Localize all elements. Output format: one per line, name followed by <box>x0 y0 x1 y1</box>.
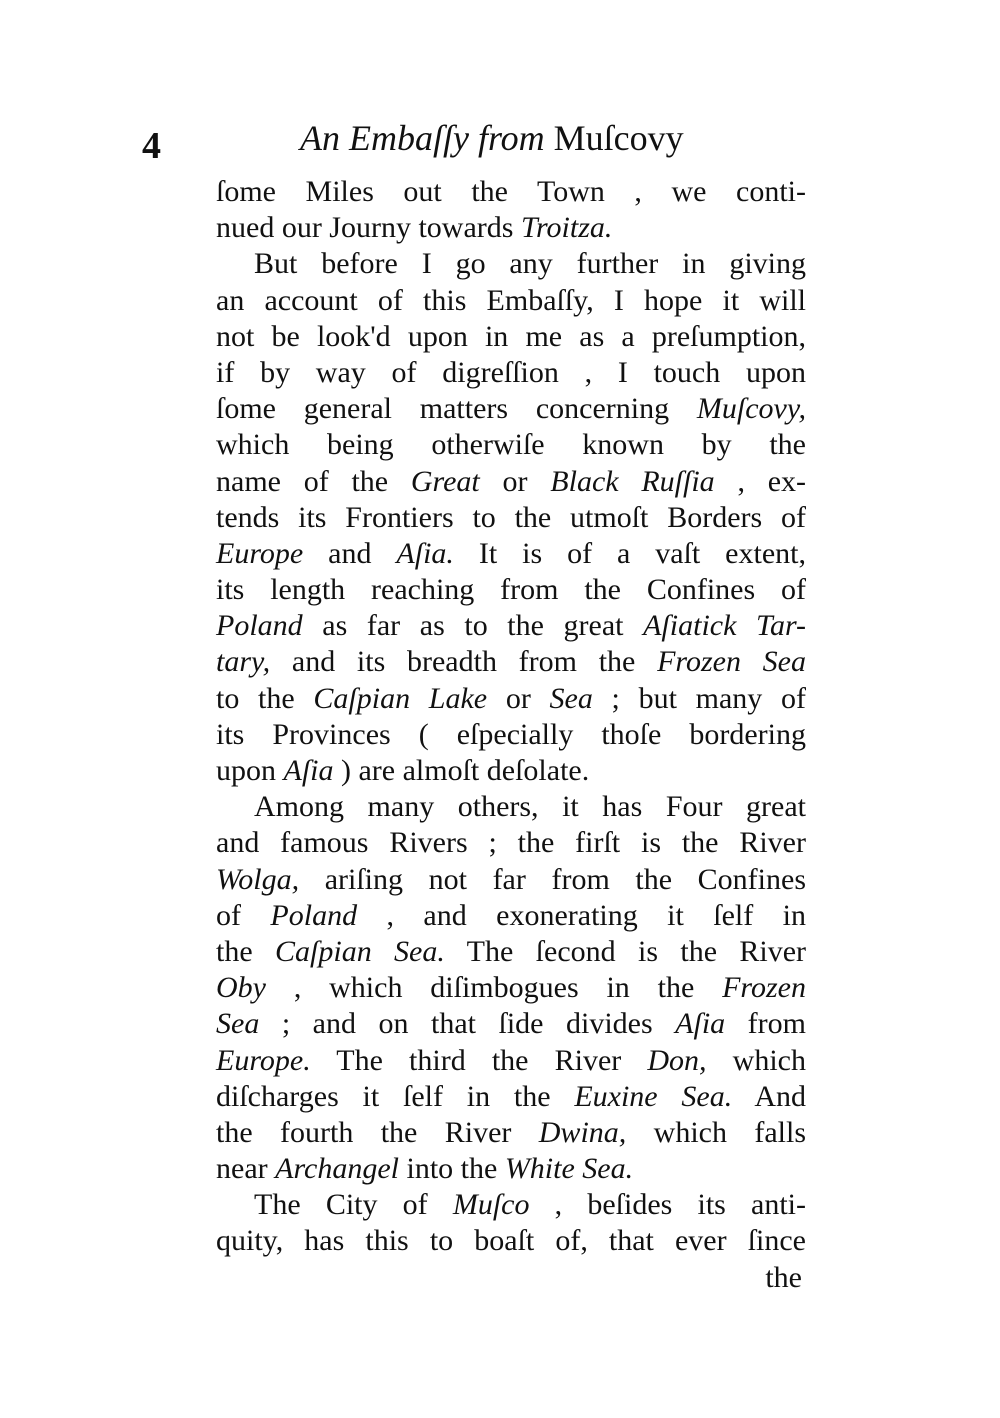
running-head-italic: An Embaſſy from <box>300 118 554 158</box>
text-line <box>216 1151 806 1187</box>
italic-run: Don, <box>647 1043 707 1077</box>
text-run: an account of this Embaſſy, I hope it will <box>216 283 806 317</box>
text-line <box>216 572 806 608</box>
text-line <box>216 500 806 536</box>
text-run: It is of a vaſt extent, <box>453 536 806 570</box>
text-run: if by way of digreſſion , I touch upon <box>216 355 806 389</box>
text-line <box>216 355 806 391</box>
text-run: its length reaching from the Confines of <box>216 573 806 607</box>
italic-run: Caſpian Sea. <box>275 934 445 968</box>
text-line <box>216 174 806 210</box>
text-run: ; and on that ſide divides <box>259 1007 676 1041</box>
text-run: The City of <box>254 1188 453 1222</box>
text-line <box>216 427 806 463</box>
page-number: 4 <box>142 125 161 167</box>
text-line <box>216 862 806 898</box>
text-line <box>216 608 806 644</box>
text-line <box>216 283 806 319</box>
italic-run: Muſco <box>452 1188 530 1222</box>
text-run: which <box>706 1043 806 1077</box>
italic-run: Black Ruſſia <box>550 464 715 498</box>
text-run: , beſides its anti- <box>529 1188 807 1222</box>
text-line <box>216 1043 806 1079</box>
italic-run: tary, <box>216 645 271 679</box>
text-run: near <box>216 1152 276 1186</box>
italic-run: Sea <box>549 681 593 715</box>
italic-run: Poland <box>270 898 358 932</box>
italic-run: Europe <box>216 536 304 570</box>
text-run: ſome Miles out the Town , we conti- <box>216 175 806 208</box>
text-run: ſome general matters concerning <box>216 392 697 426</box>
italic-run: Frozen Sea <box>657 645 806 679</box>
text-run: and <box>303 536 397 570</box>
catchword: the <box>765 1260 802 1294</box>
text-line <box>216 825 806 861</box>
text-line <box>216 319 806 355</box>
running-head <box>300 112 684 164</box>
text-run: as far as to the great <box>302 609 644 643</box>
text-line <box>216 1115 806 1151</box>
italic-run: Sea <box>216 1007 260 1041</box>
text-line <box>216 391 806 427</box>
text-run: ariſing not far from the Confines <box>299 862 806 896</box>
text-run: , and exonerating it ſelf in <box>357 898 807 932</box>
text-run: But before I go any further in giving <box>254 247 806 281</box>
text-run: not be look'd upon in me as a preſumption, <box>216 319 806 353</box>
italic-run: Poland <box>216 609 303 643</box>
text-run: quity, has this to boaſt of, that ever ſince <box>216 1224 806 1258</box>
text-run: tends its Frontiers to the utmoſt Borders of <box>216 500 806 534</box>
text-run: Among many others, it has Four great <box>254 790 806 824</box>
text-line <box>216 1187 806 1223</box>
text-run: The third the River <box>310 1043 648 1077</box>
text-run: which being otherwiſe known by the <box>216 428 806 462</box>
italic-run: Aſia. <box>396 536 454 570</box>
text-run: its Provinces ( eſpecially thoſe bordering <box>216 717 806 751</box>
italic-run: Oby <box>216 971 266 1005</box>
text-run: from <box>725 1007 806 1041</box>
text-line <box>216 898 806 934</box>
text-run: to the <box>216 681 314 715</box>
text-run: ) are almoſt deſolate. <box>333 754 590 787</box>
italic-run: White Sea. <box>504 1152 634 1186</box>
text-line <box>216 789 806 825</box>
text-run: upon <box>216 754 284 787</box>
italic-run: Muſcovy, <box>696 392 806 426</box>
running-head-roman: Muſcovy <box>553 118 684 158</box>
text-run: name of the <box>216 464 411 498</box>
text-run: , which diſimbogues in the <box>265 971 723 1005</box>
text-line <box>216 1006 806 1042</box>
text-run: ; but many of <box>592 681 806 715</box>
text-line <box>216 970 806 1006</box>
text-run: and famous Rivers ; the firſt is the River <box>216 826 806 860</box>
text-line <box>216 934 806 970</box>
italic-run: Aſia <box>283 754 334 787</box>
body-text <box>216 174 806 1296</box>
text-run: And <box>732 1079 807 1113</box>
text-run: the fourth the River <box>216 1115 539 1149</box>
text-line <box>216 464 806 500</box>
text-run: diſcharges it ſelf in the <box>216 1079 575 1113</box>
text-line <box>216 644 806 680</box>
text-line <box>216 210 806 246</box>
text-run: into the <box>398 1152 505 1186</box>
text-run: of <box>216 898 271 932</box>
italic-run: Dwina, <box>538 1115 627 1149</box>
text-line <box>216 246 806 282</box>
text-run: , ex- <box>714 464 807 498</box>
italic-run: Wolga, <box>216 862 300 896</box>
text-run: nued our Journy towards <box>216 211 521 245</box>
text-line <box>216 1223 806 1259</box>
text-run: or <box>479 464 551 498</box>
text-run: or <box>487 681 550 715</box>
text-line <box>216 753 806 789</box>
italic-run: Aſia <box>675 1007 726 1041</box>
text-line <box>216 681 806 717</box>
italic-run: Europe. <box>216 1043 311 1077</box>
italic-run: Archangel <box>275 1152 399 1186</box>
italic-run: Frozen <box>722 971 806 1005</box>
italic-run: Great <box>410 464 480 498</box>
italic-run: Troitza. <box>520 211 613 245</box>
italic-run: Euxine Sea. <box>574 1079 733 1113</box>
text-run: which falls <box>626 1115 806 1149</box>
text-run: the <box>216 934 276 968</box>
text-run: The ſecond is the River <box>444 934 807 968</box>
italic-run: Caſpian Lake <box>313 681 488 715</box>
text-line <box>216 536 806 572</box>
text-line <box>216 1079 806 1115</box>
text-line <box>216 717 806 753</box>
text-run: and its breadth from the <box>270 645 658 679</box>
italic-run: Aſiatick Tar- <box>643 609 807 643</box>
